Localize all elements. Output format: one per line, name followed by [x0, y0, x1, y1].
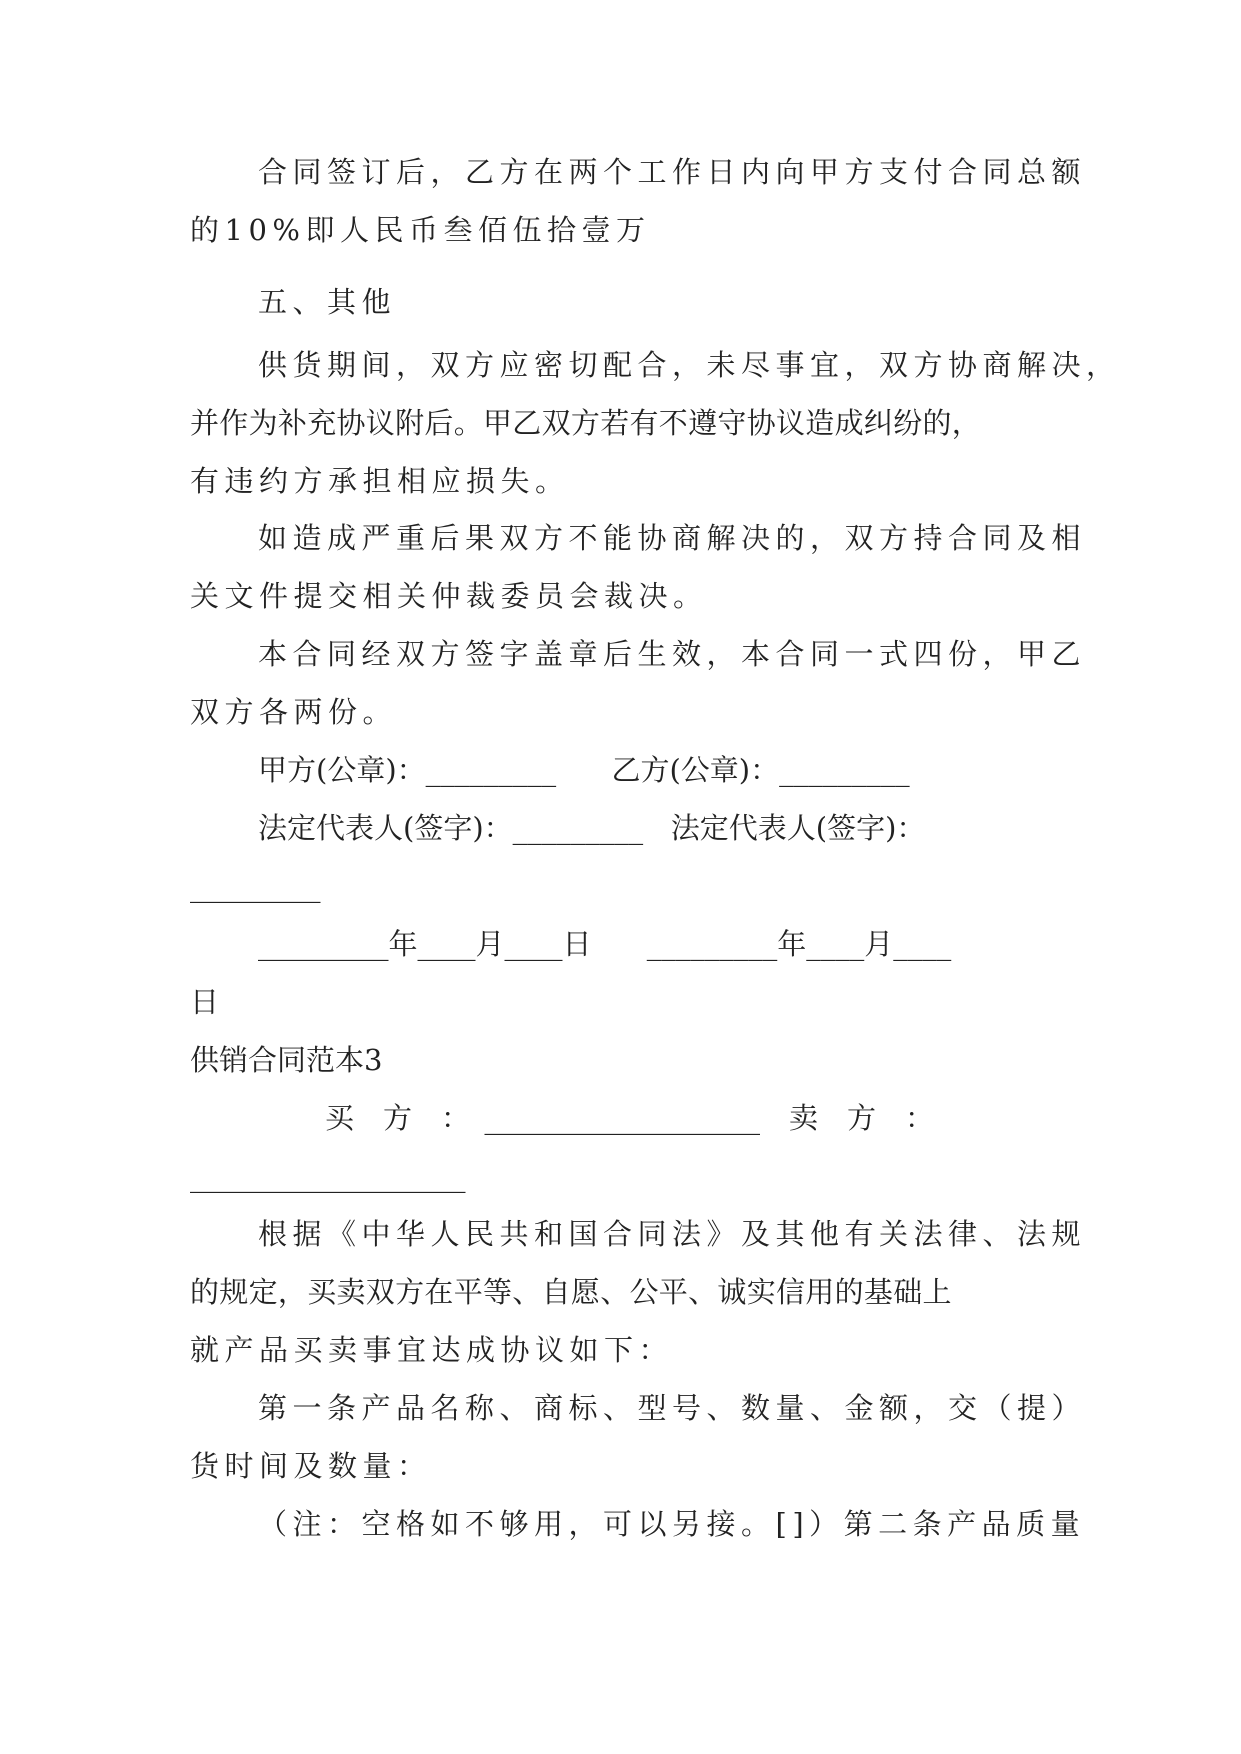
paragraph-line: 就产品买卖事宜达成协议如下：: [190, 1333, 674, 1367]
parties-blank: ___________________: [190, 1159, 466, 1193]
article-line: 第一条产品名称、商标、型号、数量、金额，交（提）: [258, 1391, 1087, 1425]
paragraph-line: 的规定，买卖双方在平等、自愿、公平、诚实信用的基础上: [190, 1275, 952, 1309]
section-heading: 五、其他: [258, 285, 397, 319]
parties-line: 买 方 ： ___________________ 卖 方 ：: [325, 1101, 935, 1135]
paragraph-line: 双方各两份。: [190, 695, 398, 729]
signature-representative-line: 法定代表人(签字)：_________ 法定代表人(签字)：: [258, 811, 926, 845]
paragraph-line: 并作为补充协议附后。甲乙双方若有不遵守协议造成纠纷的，: [190, 406, 982, 440]
paragraph-line: 如造成严重后果双方不能协商解决的，双方持合同及相: [258, 521, 1087, 555]
note-line: （注：空格如不够用，可以另接。[]）第二条产品质量: [258, 1507, 1086, 1541]
signature-party-line: 甲方(公章)：_________ 乙方(公章)：_________: [258, 753, 910, 787]
paragraph-line: 货时间及数量：: [190, 1449, 432, 1483]
paragraph-line: 的10%即人民币叁佰伍拾壹万: [190, 213, 651, 247]
paragraph-line: 有违约方承担相应损失。: [190, 464, 570, 498]
paragraph-line: 关文件提交相关仲裁委员会裁决。: [190, 579, 708, 613]
date-line-end: 日: [190, 985, 220, 1019]
date-line: _________年____月____日 _________年____月____: [258, 927, 952, 961]
paragraph-line: 本合同经双方签字盖章后生效，本合同一式四份，甲乙: [258, 637, 1087, 671]
document-title: 供销合同范本3: [190, 1043, 383, 1077]
signature-blank: _________: [190, 869, 321, 903]
paragraph-line: 根据《中华人民共和国合同法》及其他有关法律、法规: [258, 1217, 1087, 1251]
paragraph-line: 供货期间，双方应密切配合，未尽事宜，双方协商解决，: [258, 348, 1121, 382]
paragraph-line: 合同签订后，乙方在两个工作日内向甲方支付合同总额: [258, 155, 1087, 189]
